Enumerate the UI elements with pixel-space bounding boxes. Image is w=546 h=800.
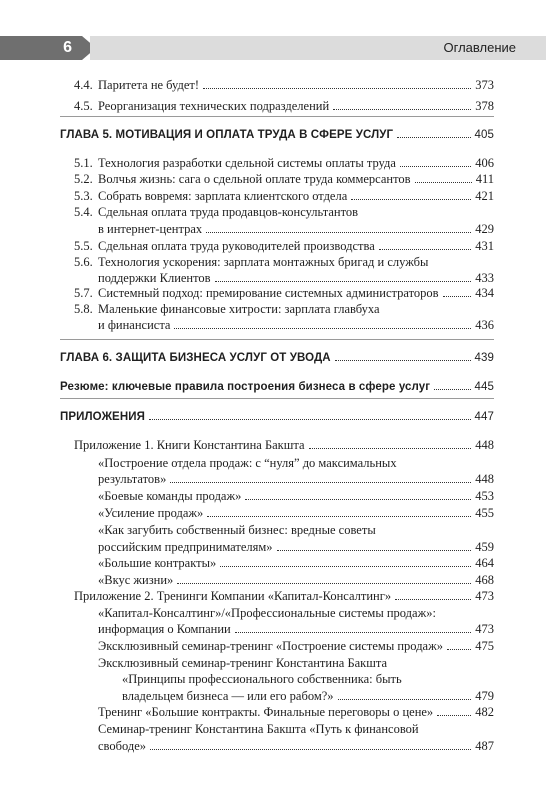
- toc-entry[interactable]: [74, 438, 494, 453]
- page-number: 433: [475, 271, 494, 285]
- dot-leader: [177, 583, 471, 584]
- entry-title-line2: в интернет-центрах: [98, 222, 203, 236]
- dot-leader: [150, 749, 471, 750]
- page-number: 378: [475, 99, 494, 113]
- dot-leader: [434, 389, 470, 390]
- page-number: 431: [475, 239, 494, 253]
- toc-entry[interactable]: [98, 302, 494, 317]
- entry-title: «Большие контракты»: [98, 556, 217, 570]
- dot-leader: [149, 419, 471, 420]
- page-number: 429: [475, 222, 494, 236]
- page-number: 373: [475, 78, 494, 92]
- page-number: 447: [474, 411, 494, 423]
- toc-chapter[interactable]: [60, 128, 494, 143]
- dot-leader: [206, 232, 471, 233]
- entry-title-line2: поддержки Клиентов: [98, 271, 211, 285]
- page-number: 405: [474, 129, 494, 141]
- toc-entry[interactable]: [98, 556, 494, 571]
- dot-leader: [203, 88, 471, 89]
- toc-chapter[interactable]: [60, 410, 494, 425]
- entry-number: 5.7.: [74, 286, 93, 300]
- page-number: 473: [475, 622, 494, 636]
- dot-leader: [333, 109, 471, 110]
- entry-title: «Вкус жизни»: [98, 573, 174, 587]
- toc-entry[interactable]: [98, 489, 494, 504]
- toc-entry[interactable]: [98, 722, 494, 737]
- toc-entry-continuation[interactable]: [122, 689, 494, 704]
- toc-entry[interactable]: [98, 78, 494, 93]
- page-number: 479: [475, 689, 494, 703]
- entry-number: 4.5.: [74, 99, 93, 113]
- dot-leader: [309, 448, 472, 449]
- entry-title: ПРИЛОЖЕНИЯ: [60, 411, 145, 423]
- entry-title: Волчья жизнь: сага о сдельной оплате труда коммерсантов: [98, 172, 411, 186]
- entry-title: Реорганизация технических подразделений: [98, 99, 330, 113]
- entry-title: Технология разработки сдельной системы оплаты труда: [98, 156, 396, 170]
- section-title: Оглавление: [443, 40, 516, 55]
- toc-entry[interactable]: [98, 255, 494, 270]
- toc-entry[interactable]: [98, 99, 494, 114]
- page-number: 482: [475, 705, 494, 719]
- toc-entry-continuation[interactable]: [98, 222, 494, 237]
- page-number: 434: [475, 286, 494, 300]
- entry-title: Маленькие финансовые хитрости: зарплата главбуха: [98, 302, 380, 316]
- entry-number: 5.1.: [74, 156, 93, 170]
- entry-number: 5.3.: [74, 189, 93, 203]
- toc-entry[interactable]: [98, 573, 494, 588]
- page-number: 453: [475, 489, 494, 503]
- dot-leader: [437, 715, 471, 716]
- entry-number: 5.2.: [74, 172, 93, 186]
- entry-title: Приложение 1. Книги Константина Бакшта: [74, 438, 305, 452]
- page-number: 468: [475, 573, 494, 587]
- toc-entry[interactable]: [98, 172, 494, 187]
- page-number: 445: [474, 381, 494, 393]
- toc-entry[interactable]: [98, 456, 494, 471]
- section-divider: [60, 116, 494, 117]
- entry-title-line2: владельцем бизнеса — или его рабом?»: [122, 689, 334, 703]
- entry-number: 5.6.: [74, 255, 93, 269]
- dot-leader: [338, 699, 472, 700]
- entry-title-line2: информация о Компании: [98, 622, 231, 636]
- toc-entry-continuation[interactable]: [98, 472, 494, 487]
- page-number: 473: [475, 589, 494, 603]
- toc-entry[interactable]: [98, 606, 494, 621]
- dot-leader: [174, 328, 471, 329]
- page-number: 406: [475, 156, 494, 170]
- toc-entry[interactable]: [98, 189, 494, 204]
- toc-entry-continuation[interactable]: [98, 271, 494, 286]
- dot-leader: [443, 296, 472, 297]
- entry-title: Семинар-тренинг Константина Бакшта «Путь к финансовой: [98, 722, 419, 736]
- entry-title: Сдельная оплата труда продавцов-консультантов: [98, 205, 359, 219]
- page-number: 448: [475, 472, 494, 486]
- toc-entry[interactable]: [98, 286, 494, 301]
- dot-leader: [379, 249, 471, 250]
- entry-title: Собрать вовремя: зарплата клиентского отдела: [98, 189, 348, 203]
- toc-chapter[interactable]: [60, 380, 494, 395]
- entry-title: Сдельная оплата труда руководителей производства: [98, 239, 375, 253]
- page-number: 464: [475, 556, 494, 570]
- toc-entry[interactable]: [98, 705, 494, 720]
- entry-number: 5.4.: [74, 205, 93, 219]
- toc-chapter[interactable]: [60, 351, 494, 366]
- entry-title-line2: и финансиста: [98, 318, 171, 332]
- toc-entry-continuation[interactable]: [98, 318, 494, 333]
- entry-title-line2: свободе»: [98, 739, 147, 753]
- page-number: 439: [474, 352, 494, 364]
- dot-leader: [235, 632, 472, 633]
- dot-leader: [415, 182, 472, 183]
- toc-entry-continuation[interactable]: [98, 540, 494, 555]
- toc-entry[interactable]: [98, 656, 494, 671]
- entry-number: 5.5.: [74, 239, 93, 253]
- page-number: 455: [475, 506, 494, 520]
- toc-entry-continuation[interactable]: [98, 622, 494, 637]
- page-number: 459: [475, 540, 494, 554]
- page-number: 6: [0, 36, 82, 60]
- dot-leader: [245, 499, 471, 500]
- page-number: 421: [475, 189, 494, 203]
- toc-entry[interactable]: [74, 589, 494, 604]
- toc-entry[interactable]: [98, 156, 494, 171]
- toc-entry[interactable]: [98, 239, 494, 254]
- dot-leader: [207, 516, 471, 517]
- page-number: 436: [475, 318, 494, 332]
- dot-leader: [335, 360, 471, 361]
- entry-title: Эксклюзивный семинар-тренинг «Построение системы продаж»: [98, 639, 443, 653]
- entry-title: «Принципы профессионального собственника: быть: [122, 672, 402, 686]
- toc-entry-continuation[interactable]: [98, 739, 494, 754]
- dot-leader: [395, 599, 471, 600]
- entry-title-line2: результатов»: [98, 472, 167, 486]
- entry-number: 4.4.: [74, 78, 93, 92]
- entry-title: ГЛАВА 6. ЗАЩИТА БИЗНЕСА УСЛУГ ОТ УВОДА: [60, 352, 331, 364]
- page-number: 448: [475, 438, 494, 452]
- entry-title: Приложение 2. Тренинги Компании «Капитал-Консалтинг»: [74, 589, 392, 603]
- dot-leader: [400, 166, 471, 167]
- page-number: 411: [475, 172, 494, 186]
- entry-title: «Боевые команды продаж»: [98, 489, 242, 503]
- toc-entry[interactable]: [98, 523, 494, 538]
- entry-title: ГЛАВА 5. МОТИВАЦИЯ И ОПЛАТА ТРУДА В СФЕРЕ УСЛУГ: [60, 129, 394, 141]
- page-number: 475: [475, 639, 494, 653]
- entry-title: Эксклюзивный семинар-тренинг Константина Бакшта: [98, 656, 388, 670]
- dot-leader: [447, 649, 471, 650]
- entry-title: «Усиление продаж»: [98, 506, 204, 520]
- dot-leader: [277, 550, 472, 551]
- toc-entry[interactable]: [98, 205, 494, 220]
- toc-entry[interactable]: [98, 506, 494, 521]
- dot-leader: [397, 137, 470, 138]
- entry-title: Технология ускорения: зарплата монтажных бригад и службы: [98, 255, 429, 269]
- entry-title: Паритета не будет!: [98, 78, 200, 92]
- entry-title: «Капитал-Консалтинг»/«Профессиональные системы продаж»:: [98, 606, 436, 620]
- toc-entry[interactable]: [122, 672, 494, 687]
- entry-title-line2: российским предпринимателям»: [98, 540, 273, 554]
- entry-number: 5.8.: [74, 302, 93, 316]
- entry-title: Тренинг «Большие контракты. Финальные переговоры о цене»: [98, 705, 434, 719]
- toc-entry[interactable]: [98, 639, 494, 654]
- section-divider: [60, 398, 494, 399]
- entry-title: Системный подход: премирование системных администраторов: [98, 286, 439, 300]
- dot-leader: [215, 281, 472, 282]
- entry-title: «Как загубить собственный бизнес: вредные советы: [98, 523, 376, 537]
- dot-leader: [220, 566, 471, 567]
- dot-leader: [170, 482, 471, 483]
- dot-leader: [351, 199, 471, 200]
- section-divider: [60, 339, 494, 340]
- entry-title: «Построение отдела продаж: с “нуля” до максимальных: [98, 456, 397, 470]
- entry-title: Резюме: ключевые правила построения бизнеса в сфере услуг: [60, 381, 431, 393]
- page-number: 487: [475, 739, 494, 753]
